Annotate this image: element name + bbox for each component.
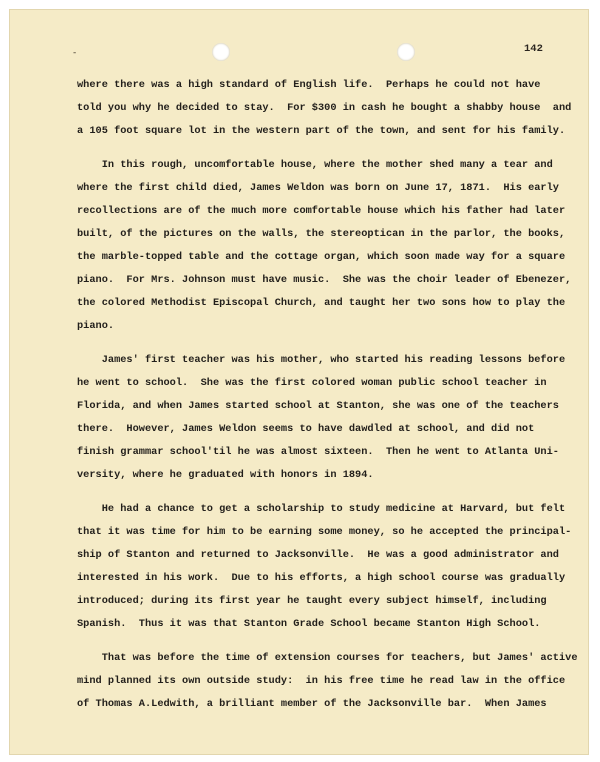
text-line: the colored Methodist Episcopal Church, and taught her two sons how to play the xyxy=(77,297,566,309)
text-line: of Thomas A.Ledwith, a brilliant member of the Jacksonville bar. When James xyxy=(77,698,547,710)
text-line: finish grammar school'til he was almost sixteen. Then he went to Atlanta Uni- xyxy=(77,446,559,458)
text-line: piano. xyxy=(77,320,115,332)
text-line: the marble-topped table and the cottage organ, which soon made way for a square xyxy=(77,251,566,263)
text-line: told you why he decided to stay. For $300 in cash he bought a shabby house and xyxy=(77,102,572,114)
paragraph xyxy=(77,154,572,338)
text-line: there. However, James Weldon seems to have dawdled at school, and did not xyxy=(77,423,535,435)
text-line: where the first child died, James Weldon was born on June 17, 1871. His early xyxy=(77,182,559,194)
text-line: piano. For Mrs. Johnson must have music. She was the choir leader of Ebenezer, xyxy=(77,274,572,286)
text-line: introduced; during its first year he taught every subject himself, including xyxy=(77,595,547,607)
text-line: He had a chance to get a scholarship to study medicine at Harvard, but felt xyxy=(77,503,566,515)
document-page xyxy=(10,10,588,754)
text-line: In this rough, uncomfortable house, where the mother shed many a tear and xyxy=(77,159,553,171)
text-line: he went to school. She was the first colored woman public school teacher in xyxy=(77,377,547,389)
text-line: mind planned its own outside study: in his free time he read law in the office xyxy=(77,675,566,687)
text-line: a 105 foot square lot in the western part of the town, and sent for his family. xyxy=(77,125,566,137)
paragraph xyxy=(77,498,572,636)
text-line: James' first teacher was his mother, who started his reading lessons before xyxy=(77,354,566,366)
punch-hole-right xyxy=(397,43,415,61)
text-line: Florida, and when James started school at Stanton, she was one of the teachers xyxy=(77,400,559,412)
text-line: ship of Stanton and returned to Jacksonville. He was a good administrator and xyxy=(77,549,559,561)
text-line: versity, where he graduated with honors in 1894. xyxy=(77,469,374,481)
paragraph xyxy=(77,74,572,143)
text-line: Spanish. Thus it was that Stanton Grade School became Stanton High School. xyxy=(77,618,541,630)
punch-hole-left xyxy=(212,43,230,61)
text-line: that it was time for him to be earning some money, so he accepted the principal- xyxy=(77,526,572,538)
text-line: recollections are of the much more comfortable house which his father had later xyxy=(77,205,566,217)
paragraph xyxy=(77,647,578,716)
text-line: That was before the time of extension courses for teachers, but James' active xyxy=(77,652,578,664)
text-line: interested in his work. Due to his efforts, a high school course was gradually xyxy=(77,572,566,584)
body-text xyxy=(77,74,578,727)
text-line: where there was a high standard of English life. Perhaps he could not have xyxy=(77,79,541,91)
paragraph xyxy=(77,349,566,487)
corner-mark: - xyxy=(73,48,77,58)
text-line: built, of the pictures on the walls, the stereoptican in the parlor, the books, xyxy=(77,228,566,240)
page-number: 142 xyxy=(524,43,543,55)
